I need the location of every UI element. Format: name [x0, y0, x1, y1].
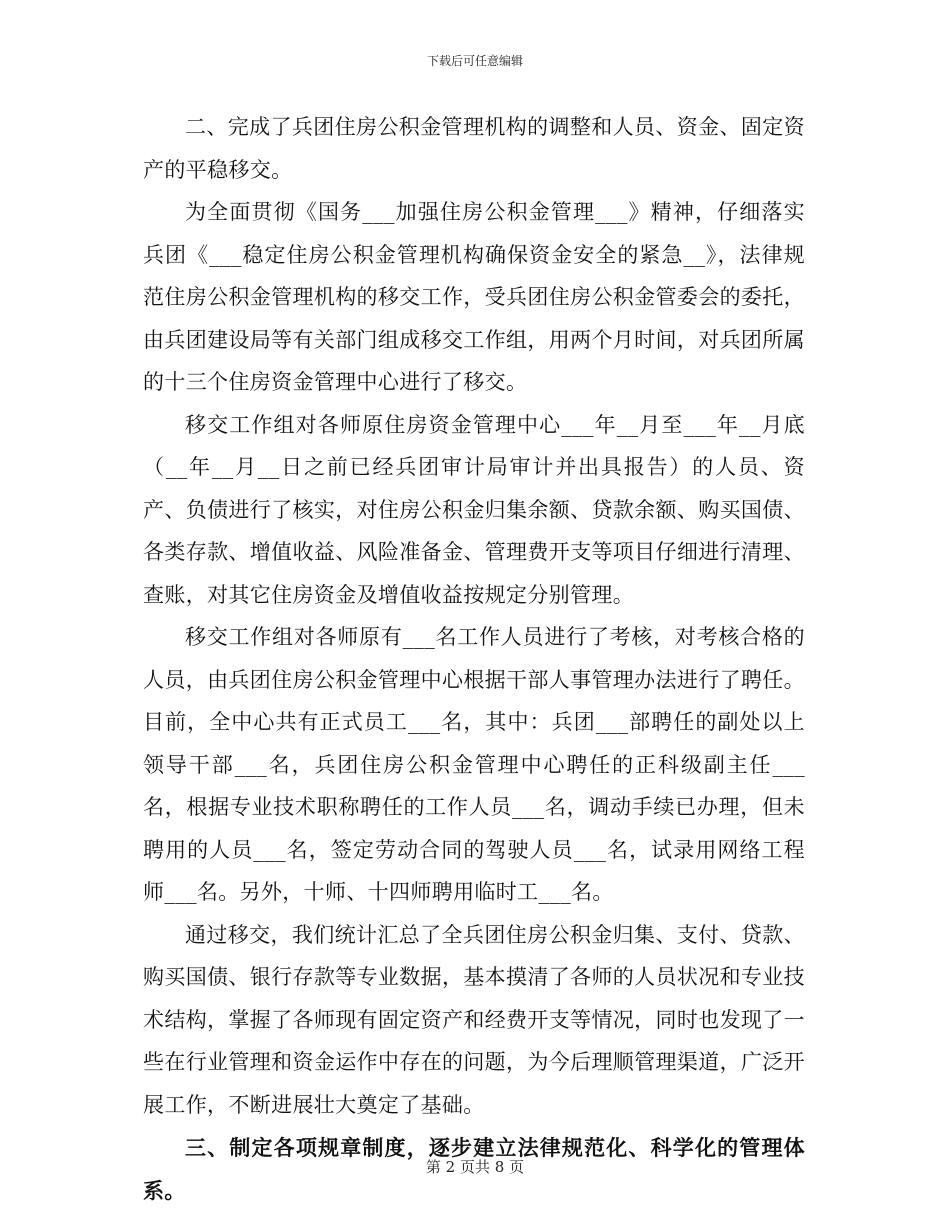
paragraph-implementation: 为全面贯彻《国务___加强住房公积金管理___》精神，仔细落实兵团《___稳定住房公积金管理机构确保资金安全的紧急__》，法律规范住房公积金管理机构的移交工作，受兵团住房公积金管委会的委托，由兵团建设局等有关部门组成移交工作组，用两个月时间，对兵团所属的十三个住房资金管理中心进行了移交。: [143, 200, 805, 394]
paragraph-summary: 通过移交，我们统计汇总了全兵团住房公积金归集、支付、贷款、购买国债、银行存款等专业数据，基本摸清了各师的人员状况和专业技术结构，掌握了各师现有固定资产和经费开支等情况，同时也发现了一些在行业管理和资金运作中存在的问题，为今后理顺管理渠道，广泛开展工作，不断进展壮大奠定了基础。: [143, 922, 805, 1117]
section-heading-two: 二、完成了兵团住房公积金管理机构的调整和人员、资金、固定资产的平稳移交。: [143, 115, 805, 182]
page-header: 下载后可任意编辑: [426, 54, 523, 68]
paragraph-staffing: 移交工作组对各师原有___名工作人员进行了考核，对考核合格的人员，由兵团住房公积金管理中心根据干部人事管理办法进行了聘任。目前，全中心共有正式员工___名，其中：兵团___部聘任的副处以上领导干部___名，兵团住房公积金管理中心聘任的正科级副主任___名，根据专业技术职称聘任的工作人员___名，调动手续已办理，但未聘用的人员___名，签定劳动合同的驾驶人员___名，试录用网络工程师___名。另外，十师、十四师聘用临时工___名。: [143, 625, 805, 904]
document-body: [143, 106, 805, 1212]
paragraph-audit: 移交工作组对各师原住房资金管理中心___年__月至___年__月底（__年__月__日之前已经兵团审计局审计并出具报告）的人员、资产、负债进行了核实，对住房公积金归集余额、贷款余额、购买国债、各类存款、增值收益、风险准备金、管理费开支等项目仔细进行清理、查账，对其它住房资金及增值收益按规定分别管理。: [143, 412, 805, 607]
section-heading-three: 三、制定各项规章制度，逐步建立法律规范化、科学化的管理体系。: [143, 1135, 805, 1203]
page-footer: 第 2 页共 8 页: [425, 1158, 525, 1176]
